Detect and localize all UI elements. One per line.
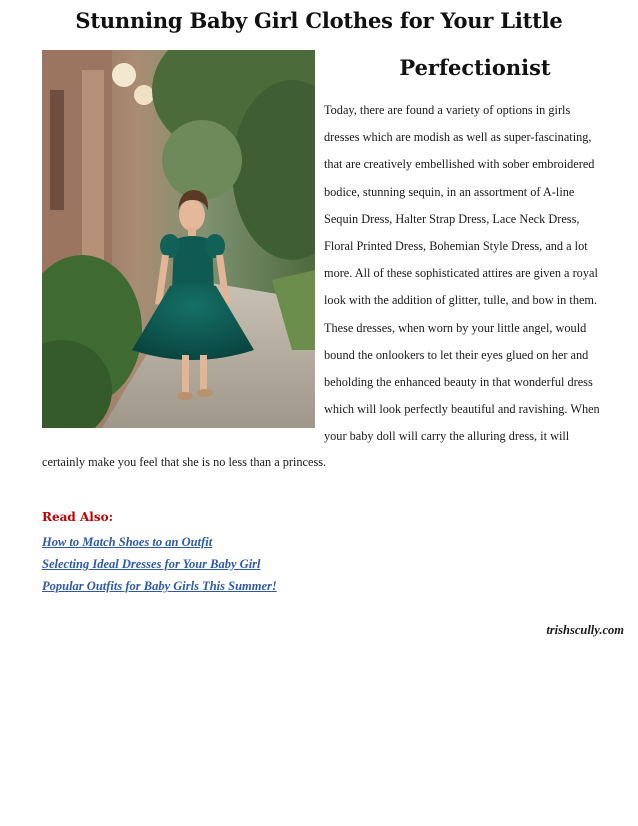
body-line: These dresses, when worn by your little angel, would	[324, 320, 587, 335]
body-line: which will look perfectly beautiful and ravishing. When	[324, 402, 600, 417]
body-line: look with the addition of glitter, tulle, and bow in them.	[324, 293, 598, 308]
body-line: bodice, stunning sequin, in an assortment of A-line	[324, 184, 575, 199]
source-credit: trishscully.com	[546, 623, 624, 637]
article-body-column	[324, 97, 629, 451]
read-also-label: Read Also:	[42, 510, 114, 524]
body-line: Floral Printed Dress, Bohemian Style Dress, and a lot	[324, 239, 588, 254]
body-line: that are creatively embellished with sober embroidered	[324, 157, 595, 172]
article-title-line-2: Perfectionist	[399, 55, 551, 80]
read-also-links	[42, 531, 277, 597]
body-last-line: certainly make you feel that she is no less than a princess.	[42, 455, 327, 469]
body-line: your baby doll will carry the alluring dress, it will	[324, 429, 570, 444]
body-line: bound the onlookers to let their eyes glued on her and	[324, 347, 589, 362]
article-photo-girl-in-dress	[42, 50, 315, 428]
related-link-match-shoes[interactable]: How to Match Shoes to an Outfit	[42, 535, 213, 549]
related-link-ideal-dresses[interactable]: Selecting Ideal Dresses for Your Baby Girl	[42, 557, 261, 571]
article-title-line-1: Stunning Baby Girl Clothes for Your Little	[75, 8, 563, 33]
body-line: beholding the enhanced beauty in that wonderful dress	[324, 375, 593, 390]
body-line: Today, there are found a variety of options in girls	[324, 103, 571, 117]
related-link-popular-outfits[interactable]: Popular Outfits for Baby Girls This Summer!	[42, 579, 277, 593]
body-line: more. All of these sophisticated attires are given a royal	[324, 266, 598, 281]
photo-illustration	[42, 50, 315, 428]
body-line: Sequin Dress, Halter Strap Dress, Lace Neck Dress,	[324, 211, 580, 226]
body-line: dresses which are modish as well as super-fascinating,	[324, 130, 592, 145]
